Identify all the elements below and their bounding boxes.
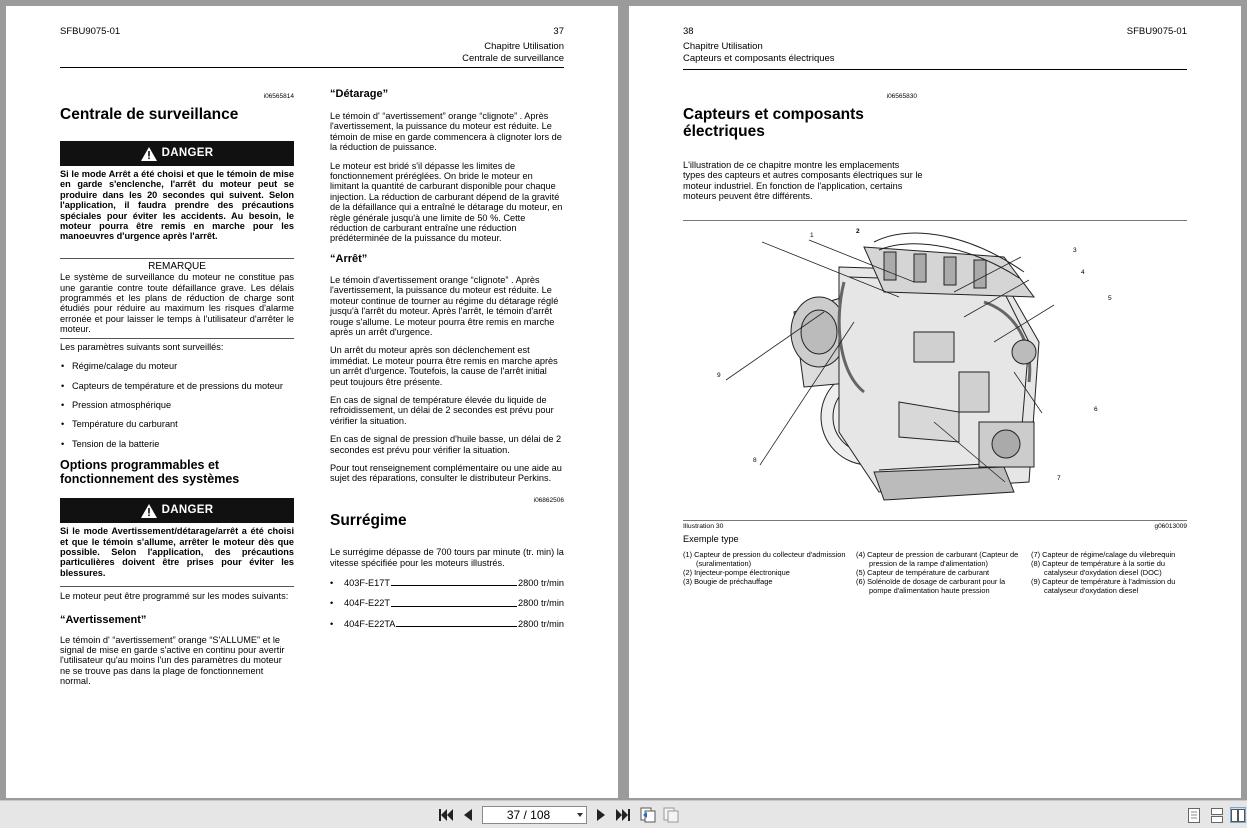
legend-item: (9) Capteur de température à l'admission du catalyseur d'oxydation diesel bbox=[1031, 577, 1176, 595]
go-forward-icon bbox=[663, 807, 679, 823]
danger-text: Si le mode Arrêt a été choisi et que le témoin de mise en garde s'enclenche, l'arrêt du moteur peut se produire dans les 20 secondes qui suivent. Selon l'application, il faudra prendre des précautions spéciales pour éviter les accidents. Au besoin, le moteur pourra être remis en marche pour les manoeuvres d'urgence après l'arrêt. bbox=[60, 169, 294, 242]
callout-8: 8 bbox=[753, 457, 757, 464]
callout-4: 4 bbox=[1081, 269, 1085, 276]
legend-item: (1) Capteur de pression du collecteur d'admission (suralimentation) bbox=[683, 550, 846, 568]
spec-model: 404F-E22T bbox=[344, 598, 390, 609]
legend-item: (5) Capteur de température de carburant bbox=[856, 568, 990, 577]
remarque-title: REMARQUE bbox=[148, 260, 206, 272]
legend-item: (3) Bougie de préchauffage bbox=[683, 577, 773, 586]
last-page-button[interactable] bbox=[615, 807, 631, 823]
reference-id: i06565830 bbox=[886, 93, 917, 100]
paragraph: Un arrêt du moteur après son déclenchement est immédiat. Le moteur pourra être remis en marche après un arrêt d'urgence. Toutefois, la cause de l'arrêt initial peut toujours être présente. bbox=[330, 345, 558, 387]
warning-triangle-icon bbox=[141, 147, 157, 161]
legend-column bbox=[1031, 550, 1191, 595]
left-document-page bbox=[6, 6, 618, 798]
paragraph: Le témoin d' “avertissement” orange “clignote” . Après l'avertissement, la puissance du moteur est réduite. Le témoin de mise en garde commencera à clignoter lors de la réduction de puissance. bbox=[330, 111, 562, 153]
reference-id: i06565814 bbox=[263, 93, 294, 100]
warning-triangle-icon bbox=[141, 504, 157, 518]
leader-line bbox=[391, 606, 517, 607]
figure-rule-bottom bbox=[683, 520, 1187, 521]
viewer-toolbar bbox=[0, 800, 1247, 828]
callout-1: 1 bbox=[810, 232, 814, 239]
remarque-rule-top bbox=[60, 258, 294, 259]
section-title: Capteurs et composants électriques bbox=[683, 106, 864, 140]
chevron-down-icon[interactable] bbox=[577, 813, 583, 817]
left-column-1 bbox=[60, 106, 294, 687]
first-page-button[interactable] bbox=[438, 807, 454, 823]
two-page-view-button[interactable] bbox=[1230, 807, 1246, 823]
intro-text: L'illustration de ce chapitre montre les emplacements types des capteurs et autres composants électriques sur le moteur industriel. En fonction de l'application, certains moteurs peuvent être différents. bbox=[683, 160, 923, 202]
engine-illustration bbox=[724, 222, 1104, 512]
paragraph: Pour tout renseignement complémentaire ou une aide au sujet des réparations, consulter le distributeur Perkins. bbox=[330, 462, 562, 484]
section-title: Centrale de surveillance bbox=[60, 106, 239, 123]
list-item: • Tension de la batterie bbox=[60, 439, 294, 449]
continuous-page-icon bbox=[1211, 808, 1223, 823]
danger-label: DANGER bbox=[161, 504, 214, 517]
page-indicator: 37 / 108 bbox=[506, 808, 551, 822]
continuous-view-button[interactable] bbox=[1209, 807, 1225, 823]
callout-6: 6 bbox=[1094, 406, 1098, 413]
figure-caption: Exemple type bbox=[683, 534, 739, 544]
mode-title-arret: “Arrêt” bbox=[330, 252, 368, 265]
callout-2: 2 bbox=[856, 228, 860, 235]
callout-9: 9 bbox=[717, 372, 721, 379]
reference-id: i06862506 bbox=[533, 496, 564, 504]
last-page-icon bbox=[616, 809, 630, 821]
running-chapter: Chapitre Utilisation bbox=[484, 41, 564, 52]
callout-7: 7 bbox=[1057, 475, 1061, 482]
running-section: Capteurs et composants électriques bbox=[683, 53, 835, 64]
page-number: 38 bbox=[683, 26, 694, 37]
legend-item: (4) Capteur de pression de carburant (Capteur de pression de la rampe d'alimentation) bbox=[856, 550, 1019, 568]
running-section: Centrale de surveillance bbox=[462, 53, 564, 64]
danger-box bbox=[60, 141, 294, 242]
spec-value: 2800 tr/min bbox=[518, 578, 564, 588]
spec-model: 403F-E17T bbox=[344, 578, 390, 588]
danger-text: Si le mode Avertissement/détarage/arrêt a été choisi et que le témoin s'allume, arrêter le moteur dès que possible. Selon l'application, des précautions particulières doivent être prises pour éviter les blessures. bbox=[60, 526, 294, 578]
previous-page-icon bbox=[464, 809, 472, 821]
bullet: • bbox=[330, 578, 334, 588]
illustration-label: Illustration 30 bbox=[683, 523, 724, 530]
mode-title-detarage: “Détarage” bbox=[330, 88, 389, 100]
list-item: • Pression atmosphérique bbox=[60, 400, 294, 410]
paragraph: Le moteur est bridé s'il dépasse les limites de fonctionnement préréglées. On bride le moteur en limitant la quantité de carburant disponible pour chaque injection. La réduction de carburant dépend de la gravité de la défaillance qui a entraîné le détarage du moteur, en règle générale jusqu'à une limite de 50 %. Cette réduction de carburant entraîne une réduction prédéterminée de la puissance du moteur. bbox=[330, 160, 563, 244]
right-column-1 bbox=[683, 106, 923, 202]
doc-code: SFBU9075-01 bbox=[60, 26, 121, 37]
remarque-text: Le système de surveillance du moteur ne constitue pas une garantie contre toute défaillance grave. Les délais programmés et les plans de réduction de charge sont étudiés pour réduire au maximum les risques d'alarme erronée et pour laisser le temps à l'utilisateur d'arrêter le moteur. bbox=[60, 272, 294, 335]
leader-line bbox=[396, 626, 517, 627]
doc-code: SFBU9075-01 bbox=[1126, 26, 1187, 37]
single-page-icon bbox=[1188, 808, 1200, 823]
mode-title-avertissement: “Avertissement” bbox=[60, 613, 147, 626]
go-back-icon bbox=[640, 807, 656, 823]
list-item: • Régime/calage du moteur bbox=[60, 361, 294, 371]
params-list bbox=[60, 361, 294, 449]
danger-banner bbox=[60, 498, 294, 523]
figure-rule-top bbox=[683, 220, 1187, 221]
leader-line bbox=[391, 585, 517, 586]
params-intro: Les paramètres suivants sont surveillés: bbox=[60, 341, 224, 352]
legend-column bbox=[856, 550, 1020, 595]
go-back-button[interactable] bbox=[640, 807, 656, 823]
left-column-2 bbox=[330, 88, 564, 629]
bullet: • bbox=[330, 598, 334, 609]
right-document-page bbox=[629, 6, 1241, 798]
paragraph: Le témoin d'avertissement orange “clignote” . Après l'avertissement, la puissance du moteur est réduite. Le moteur continue de tourner au régime du détarage réglé jusqu'à l'arrêt du moteur. Après l'arrêt, le témoin d'arrêt rouge s'allume. Le moteur pourra être remis en marche après un arrêt d'urgence. bbox=[330, 274, 559, 337]
legend-item: (8) Capteur de température à la sortie du catalyseur d'oxydation diesel (DOC) bbox=[1031, 559, 1165, 577]
spec-row bbox=[330, 578, 564, 588]
paragraph: En cas de signal de pression d'huile basse, un délai de 2 secondes est prévu pour vérifier la situation. bbox=[330, 434, 562, 455]
graphic-reference: g06013009 bbox=[1154, 523, 1187, 530]
danger-label: DANGER bbox=[161, 147, 214, 160]
list-item: • Capteurs de température et de pressions du moteur bbox=[60, 381, 294, 391]
callout-5: 5 bbox=[1108, 295, 1112, 302]
spec-model: 404F-E22TA bbox=[344, 618, 396, 629]
spec-value: 2800 tr/min bbox=[518, 598, 564, 609]
spec-list bbox=[330, 578, 564, 629]
bullet: • bbox=[330, 618, 334, 629]
spec-row bbox=[330, 619, 564, 629]
section-title-surregime: Surrégime bbox=[330, 512, 407, 530]
avertissement-text: Le témoin d' “avertissement” orange “S'ALLUME” et le signal de mise en garde s'active en continu pour avertir l'utilisateur qu'au moins l'un des paramètres du moteur ne se trouve pas dans la plage de fonctionnement normal. bbox=[60, 634, 285, 687]
paragraph: En cas de signal de température élevée du liquide de refroidissement, un délai de 2 secondes est prévu pour vérifier la situation. bbox=[330, 394, 554, 426]
two-page-icon bbox=[1231, 809, 1245, 822]
danger-box-2 bbox=[60, 498, 294, 578]
remarque-rule-bottom bbox=[60, 338, 294, 339]
header-rule bbox=[60, 67, 564, 68]
callout-3: 3 bbox=[1073, 247, 1077, 254]
surregime-text: Le surrégime dépasse de 700 tours par minute (tr. min) la vitesse spécifiée pour les moteurs illustrés. bbox=[330, 547, 564, 568]
next-page-button[interactable] bbox=[593, 807, 609, 823]
legend-item: (7) Capteur de régime/calage du vilebrequin bbox=[1031, 550, 1176, 559]
page-number-input[interactable] bbox=[482, 806, 587, 824]
single-page-view-button[interactable] bbox=[1186, 807, 1202, 823]
page-number: 37 bbox=[553, 26, 564, 37]
spec-value: 2800 tr/min bbox=[518, 618, 564, 629]
header-rule bbox=[683, 69, 1187, 70]
previous-page-button[interactable] bbox=[460, 807, 476, 823]
first-page-icon bbox=[439, 809, 453, 821]
running-chapter: Chapitre Utilisation bbox=[683, 41, 763, 52]
section-subtitle: Options programmables et fonctionnement des systèmes bbox=[60, 458, 240, 487]
legend-item: (2) Injecteur-pompe électronique bbox=[683, 568, 790, 577]
legend-column bbox=[683, 550, 847, 586]
danger-banner bbox=[60, 141, 294, 166]
list-item: • Température du carburant bbox=[60, 419, 294, 429]
legend-item: (6) Solénoïde de dosage de carburant pour la pompe d'alimentation haute pression bbox=[856, 577, 1006, 595]
prog-text: Le moteur peut être programmé sur les modes suivants: bbox=[60, 586, 294, 601]
next-page-icon bbox=[597, 809, 605, 821]
spec-row bbox=[330, 598, 564, 608]
go-forward-button[interactable] bbox=[663, 807, 679, 823]
